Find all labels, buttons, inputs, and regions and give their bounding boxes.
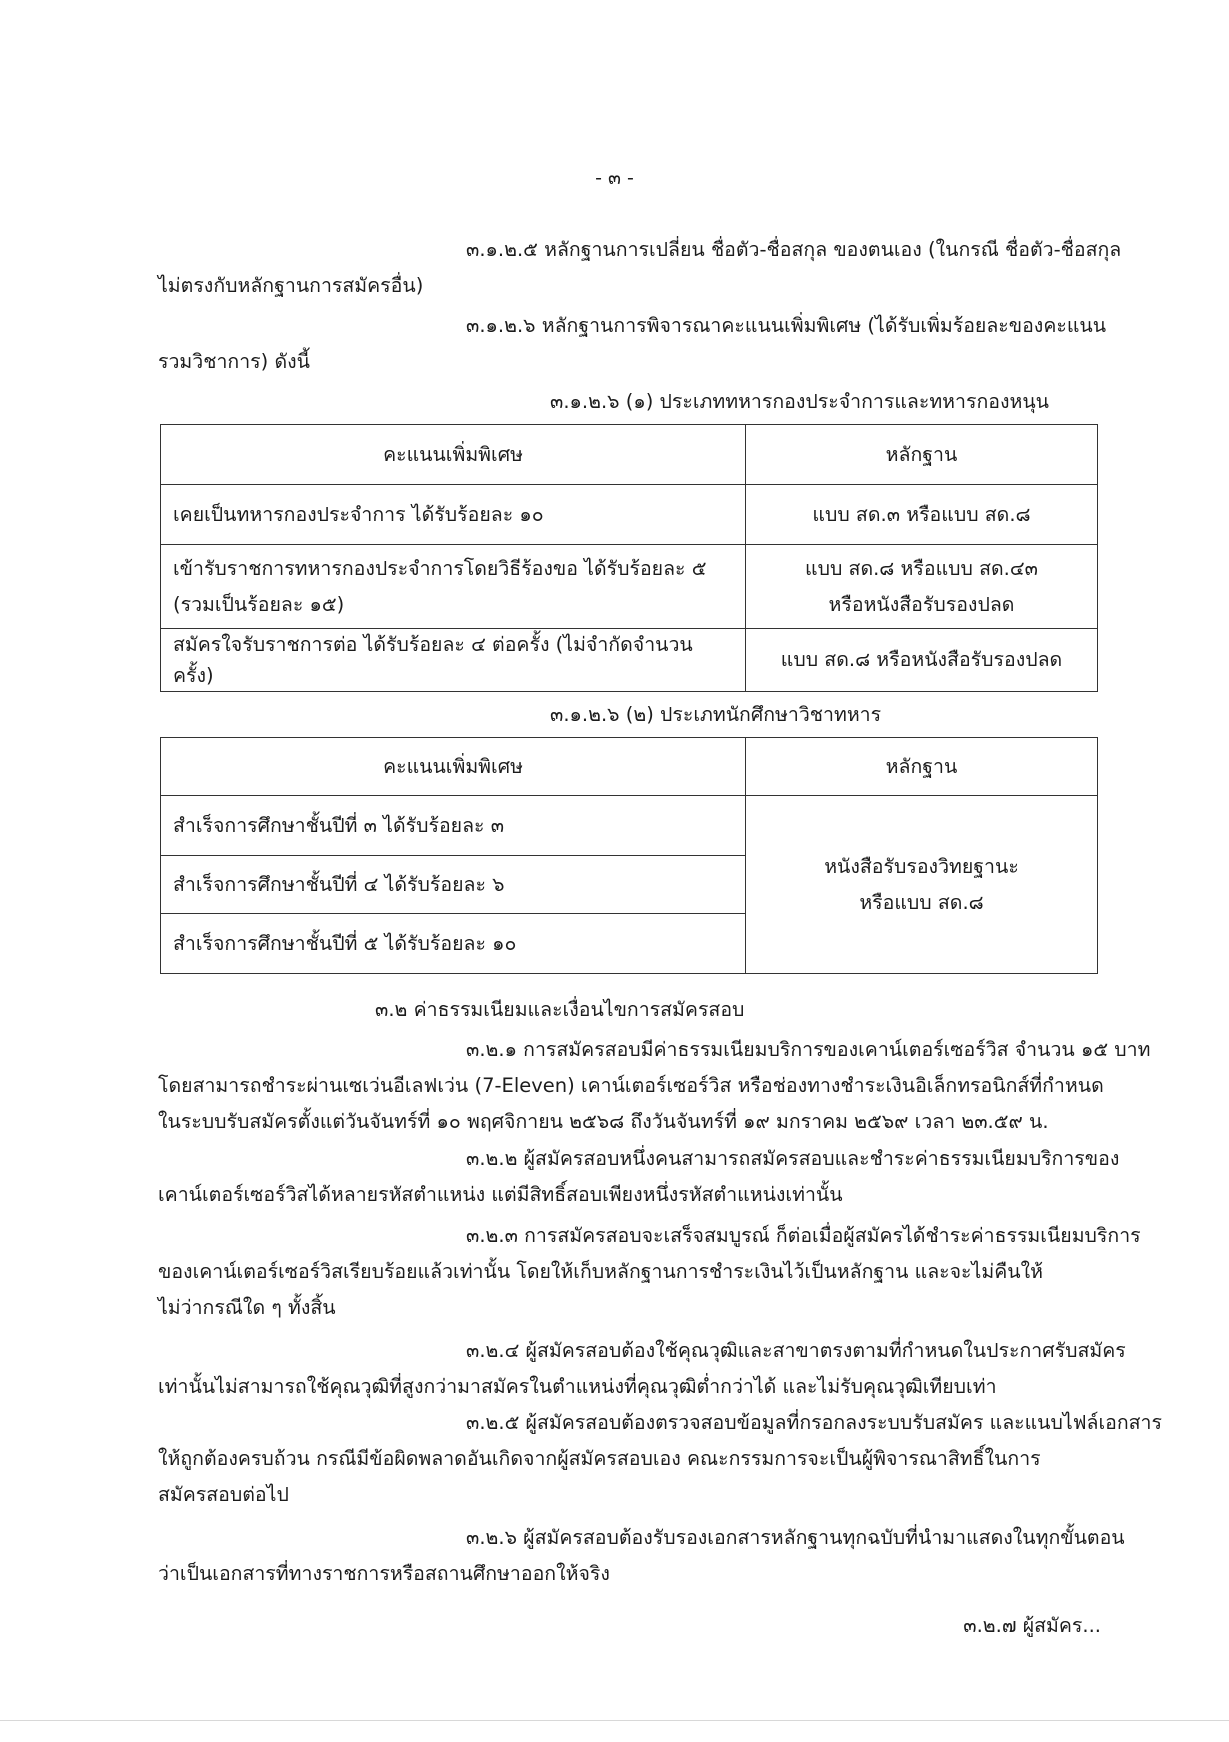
bonus-cell: สำเร็จการศึกษาชั้นปีที่ ๓ ได้รับร้อยละ ๓ bbox=[161, 796, 746, 856]
paragraph-line: ๓.๒.๓ การสมัครสอบจะเสร็จสมบูรณ์ ก็ต่อเมื่อผู้สมัครได้ชำระค่าธรรมเนียมบริการ bbox=[466, 1224, 1141, 1247]
bonus-cell: สมัครใจรับราชการต่อ ได้รับร้อยละ ๔ ต่อครั้ง (ไม่จำกัดจำนวนครั้ง) bbox=[161, 629, 746, 692]
evidence-text: หรือแบบ สด.๘ bbox=[859, 890, 984, 914]
section-heading: ๓.๒ ค่าธรรมเนียมและเงื่อนไขการสมัครสอบ bbox=[375, 998, 745, 1021]
subsection-title: ๓.๑.๒.๖ (๑) ประเภททหารกองประจำการและทหารกองหนุน bbox=[550, 390, 1050, 413]
table-header-row bbox=[161, 738, 1098, 796]
subsection-title: ๓.๑.๒.๖ (๒) ประเภทนักศึกษาวิชาทหาร bbox=[550, 703, 882, 726]
bonus-text: เข้ารับราชการทหารกองประจำการโดยวิธีร้องขอ ได้รับร้อยละ ๕ bbox=[173, 556, 707, 580]
paragraph-line: ๓.๒.๖ ผู้สมัครสอบต้องรับรองเอกสารหลักฐานทุกฉบับที่นำมาแสดงในทุกขั้นตอน bbox=[466, 1526, 1125, 1549]
bonus-cell bbox=[161, 545, 746, 629]
paragraph-line: ๓.๒.๒ ผู้สมัครสอบหนึ่งคนสามารถสมัครสอบและชำระค่าธรรมเนียมบริการของ bbox=[466, 1147, 1120, 1170]
column-header: คะแนนเพิ่มพิเศษ bbox=[161, 738, 746, 796]
column-header: คะแนนเพิ่มพิเศษ bbox=[161, 425, 746, 485]
military-bonus-table bbox=[160, 424, 1098, 692]
paragraph-line: ของเคาน์เตอร์เซอร์วิสเรียบร้อยแล้วเท่านั้น โดยให้เก็บหลักฐานการชำระเงินไว้เป็นหลักฐาน และจะไม่คืนให้ bbox=[158, 1260, 1043, 1283]
paragraph-line: ให้ถูกต้องครบถ้วน กรณีมีข้อผิดพลาดอันเกิดจากผู้สมัครสอบเอง คณะกรรมการจะเป็นผู้พิจารณาสิทธิ์ในการ bbox=[158, 1447, 1041, 1470]
bonus-text: (รวมเป็นร้อยละ ๑๕) bbox=[173, 592, 345, 616]
evidence-cell: แบบ สด.๓ หรือแบบ สด.๘ bbox=[746, 485, 1098, 545]
paragraph-line: ๓.๒.๑ การสมัครสอบมีค่าธรรมเนียมบริการของเคาน์เตอร์เซอร์วิส จำนวน ๑๕ บาท bbox=[466, 1038, 1151, 1061]
paragraph-line: ในระบบรับสมัครตั้งแต่วันจันทร์ที่ ๑๐ พฤศจิกายน ๒๕๖๘ ถึงวันจันทร์ที่ ๑๙ มกราคม ๒๕๖๙ เวลา ๒๓.๕๙ น. bbox=[158, 1110, 1049, 1133]
column-header: หลักฐาน bbox=[746, 738, 1098, 796]
evidence-text: หนังสือรับรองวิทยฐานะ bbox=[824, 854, 1019, 878]
page-edge-line bbox=[0, 1720, 1229, 1721]
continuation-marker: ๓.๒.๗ ผู้สมัคร... bbox=[963, 1614, 1101, 1637]
bonus-cell: สำเร็จการศึกษาชั้นปีที่ ๔ ได้รับร้อยละ ๖ bbox=[161, 856, 746, 914]
paragraph-line: ว่าเป็นเอกสารที่ทางราชการหรือสถานศึกษาออกให้จริง bbox=[158, 1562, 610, 1585]
evidence-cell: แบบ สด.๘ หรือหนังสือรับรองปลด bbox=[746, 629, 1098, 692]
table-row bbox=[161, 545, 1098, 629]
evidence-cell bbox=[746, 796, 1098, 974]
evidence-text: หรือหนังสือรับรองปลด bbox=[828, 592, 1015, 616]
paragraph-line: ๓.๒.๔ ผู้สมัครสอบต้องใช้คุณวุฒิและสาขาตรงตามที่กำหนดในประกาศรับสมัคร bbox=[466, 1339, 1126, 1362]
column-header: หลักฐาน bbox=[746, 425, 1098, 485]
paragraph-line: เคาน์เตอร์เซอร์วิสได้หลายรหัสตำแหน่ง แต่มีสิทธิ์สอบเพียงหนึ่งรหัสตำแหน่งเท่านั้น bbox=[158, 1183, 843, 1206]
paragraph-line: เท่านั้นไม่สามารถใช้คุณวุฒิที่สูงกว่ามาสมัครในตำแหน่งที่คุณวุฒิต่ำกว่าได้ และไม่รับคุณวุฒิเทียบเท่า bbox=[158, 1375, 997, 1398]
paragraph-line: สมัครสอบต่อไป bbox=[158, 1483, 289, 1506]
paragraph-line: ไม่ตรงกับหลักฐานการสมัครอื่น) bbox=[158, 274, 424, 297]
bonus-cell: สำเร็จการศึกษาชั้นปีที่ ๕ ได้รับร้อยละ ๑๐ bbox=[161, 914, 746, 974]
student-bonus-table bbox=[160, 737, 1098, 974]
paragraph-line: ๓.๒.๕ ผู้สมัครสอบต้องตรวจสอบข้อมูลที่กรอกลงระบบรับสมัคร และแนบไฟล์เอกสาร bbox=[466, 1411, 1162, 1434]
table-row bbox=[161, 796, 1098, 856]
paragraph-line: รวมวิชาการ) ดังนี้ bbox=[158, 350, 310, 373]
bonus-cell: เคยเป็นทหารกองประจำการ ได้รับร้อยละ ๑๐ bbox=[161, 485, 746, 545]
page-number: - ๓ - bbox=[595, 167, 634, 189]
table-header-row bbox=[161, 425, 1098, 485]
evidence-cell bbox=[746, 545, 1098, 629]
paragraph-line: ๓.๑.๒.๕ หลักฐานการเปลี่ยน ชื่อตัว-ชื่อสกุล ของตนเอง (ในกรณี ชื่อตัว-ชื่อสกุล bbox=[466, 238, 1122, 261]
paragraph-line: โดยสามารถชำระผ่านเซเว่นอีเลฟเว่น (7-Eleven) เคาน์เตอร์เซอร์วิส หรือช่องทางชำระเงินอิเล็กทรอนิกส์ที่กำหนด bbox=[158, 1074, 1104, 1097]
paragraph-line: ๓.๑.๒.๖ หลักฐานการพิจารณาคะแนนเพิ่มพิเศษ (ได้รับเพิ่มร้อยละของคะแนน bbox=[466, 314, 1107, 337]
evidence-text: แบบ สด.๘ หรือแบบ สด.๔๓ bbox=[805, 556, 1038, 580]
table-row bbox=[161, 485, 1098, 545]
paragraph-line: ไม่ว่ากรณีใด ๆ ทั้งสิ้น bbox=[158, 1296, 336, 1319]
table-row bbox=[161, 629, 1098, 692]
